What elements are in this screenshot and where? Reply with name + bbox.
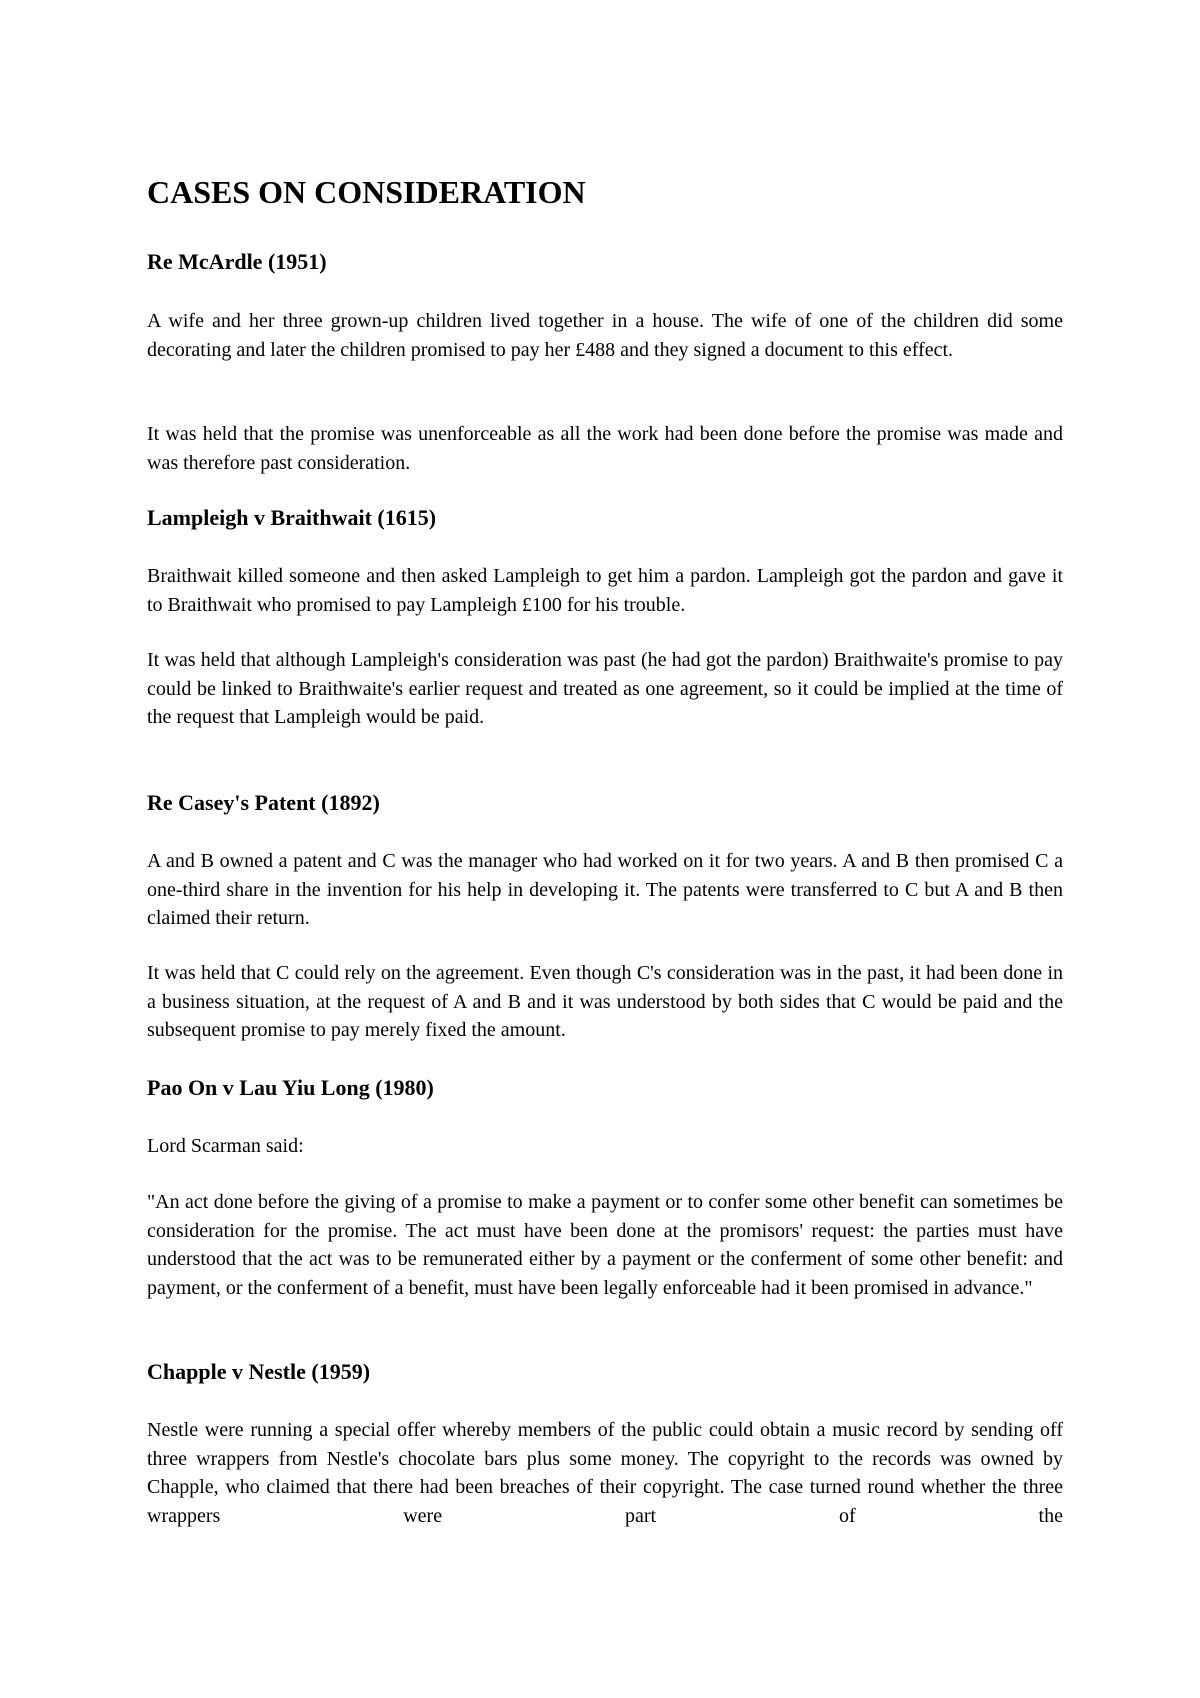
- case-paragraph: Braithwait killed someone and then asked Lampleigh to get him a pardon. Lampleigh got the pardon and gave it to Braithwait who promised to pay Lampleigh £100 for his trouble.: [147, 565, 1063, 616]
- case-paragraph: A and B owned a patent and C was the manager who had worked on it for two years. A and B then promised C a one-third share in the invention for his help in developing it. The patents were transferred to C but A and B then claimed their return.: [147, 850, 1063, 929]
- case-paragraph: Nestle were running a special offer whereby members of the public could obtain a music record by sending off three wrappers from Nestle's chocolate bars plus some money. The copyright to the records was owned by Chapple, who claimed that there had been breaches of their copyright. The case turned round whether the three wrappers were part of the: [147, 1419, 1063, 1527]
- case-paragraph: It was held that the promise was unenforceable as all the work had been done before the promise was made and was therefore past consideration.: [147, 423, 1063, 474]
- case-paragraph: It was held that although Lampleigh's consideration was past (he had got the pardon) Braithwaite's promise to pay could be linked to Braithwaite's earlier request and treated as one agreement, so it could be implied at the time of the request that Lampleigh would be paid.: [147, 649, 1063, 728]
- case-paragraph: A wife and her three grown-up children lived together in a house. The wife of one of the children did some decorating and later the children promised to pay her £488 and they signed a document to this effect.: [147, 310, 1063, 361]
- document-title: CASES ON CONSIDERATION: [147, 174, 586, 210]
- case-heading-re-mcardle: Re McArdle (1951): [147, 249, 327, 274]
- case-paragraph: Lord Scarman said:: [147, 1135, 304, 1157]
- document-page: [147, 0, 1063, 1698]
- case-heading-re-caseys-patent: Re Casey's Patent (1892): [147, 790, 380, 815]
- case-paragraph: It was held that C could rely on the agreement. Even though C's consideration was in the past, it had been done in a business situation, at the request of A and B and it was understood by both sides that C would be paid and the subsequent promise to pay merely fixed the amount.: [147, 962, 1063, 1041]
- case-heading-pao-on-v-lau-yiu-long: Pao On v Lau Yiu Long (1980): [147, 1075, 434, 1100]
- case-quote: "An act done before the giving of a promise to make a payment or to confer some other benefit can sometimes be consideration for the promise. The act must have been done at the promisors' request: the parties must have understood that the act was to be remunerated either by a payment or the conferment of some other benefit: and payment, or the conferment of a benefit, must have been legally enforceable had it been promised in advance.": [147, 1191, 1063, 1299]
- case-heading-lampleigh-v-braithwait: Lampleigh v Braithwait (1615): [147, 505, 437, 530]
- case-heading-chapple-v-nestle: Chapple v Nestle (1959): [147, 1359, 371, 1384]
